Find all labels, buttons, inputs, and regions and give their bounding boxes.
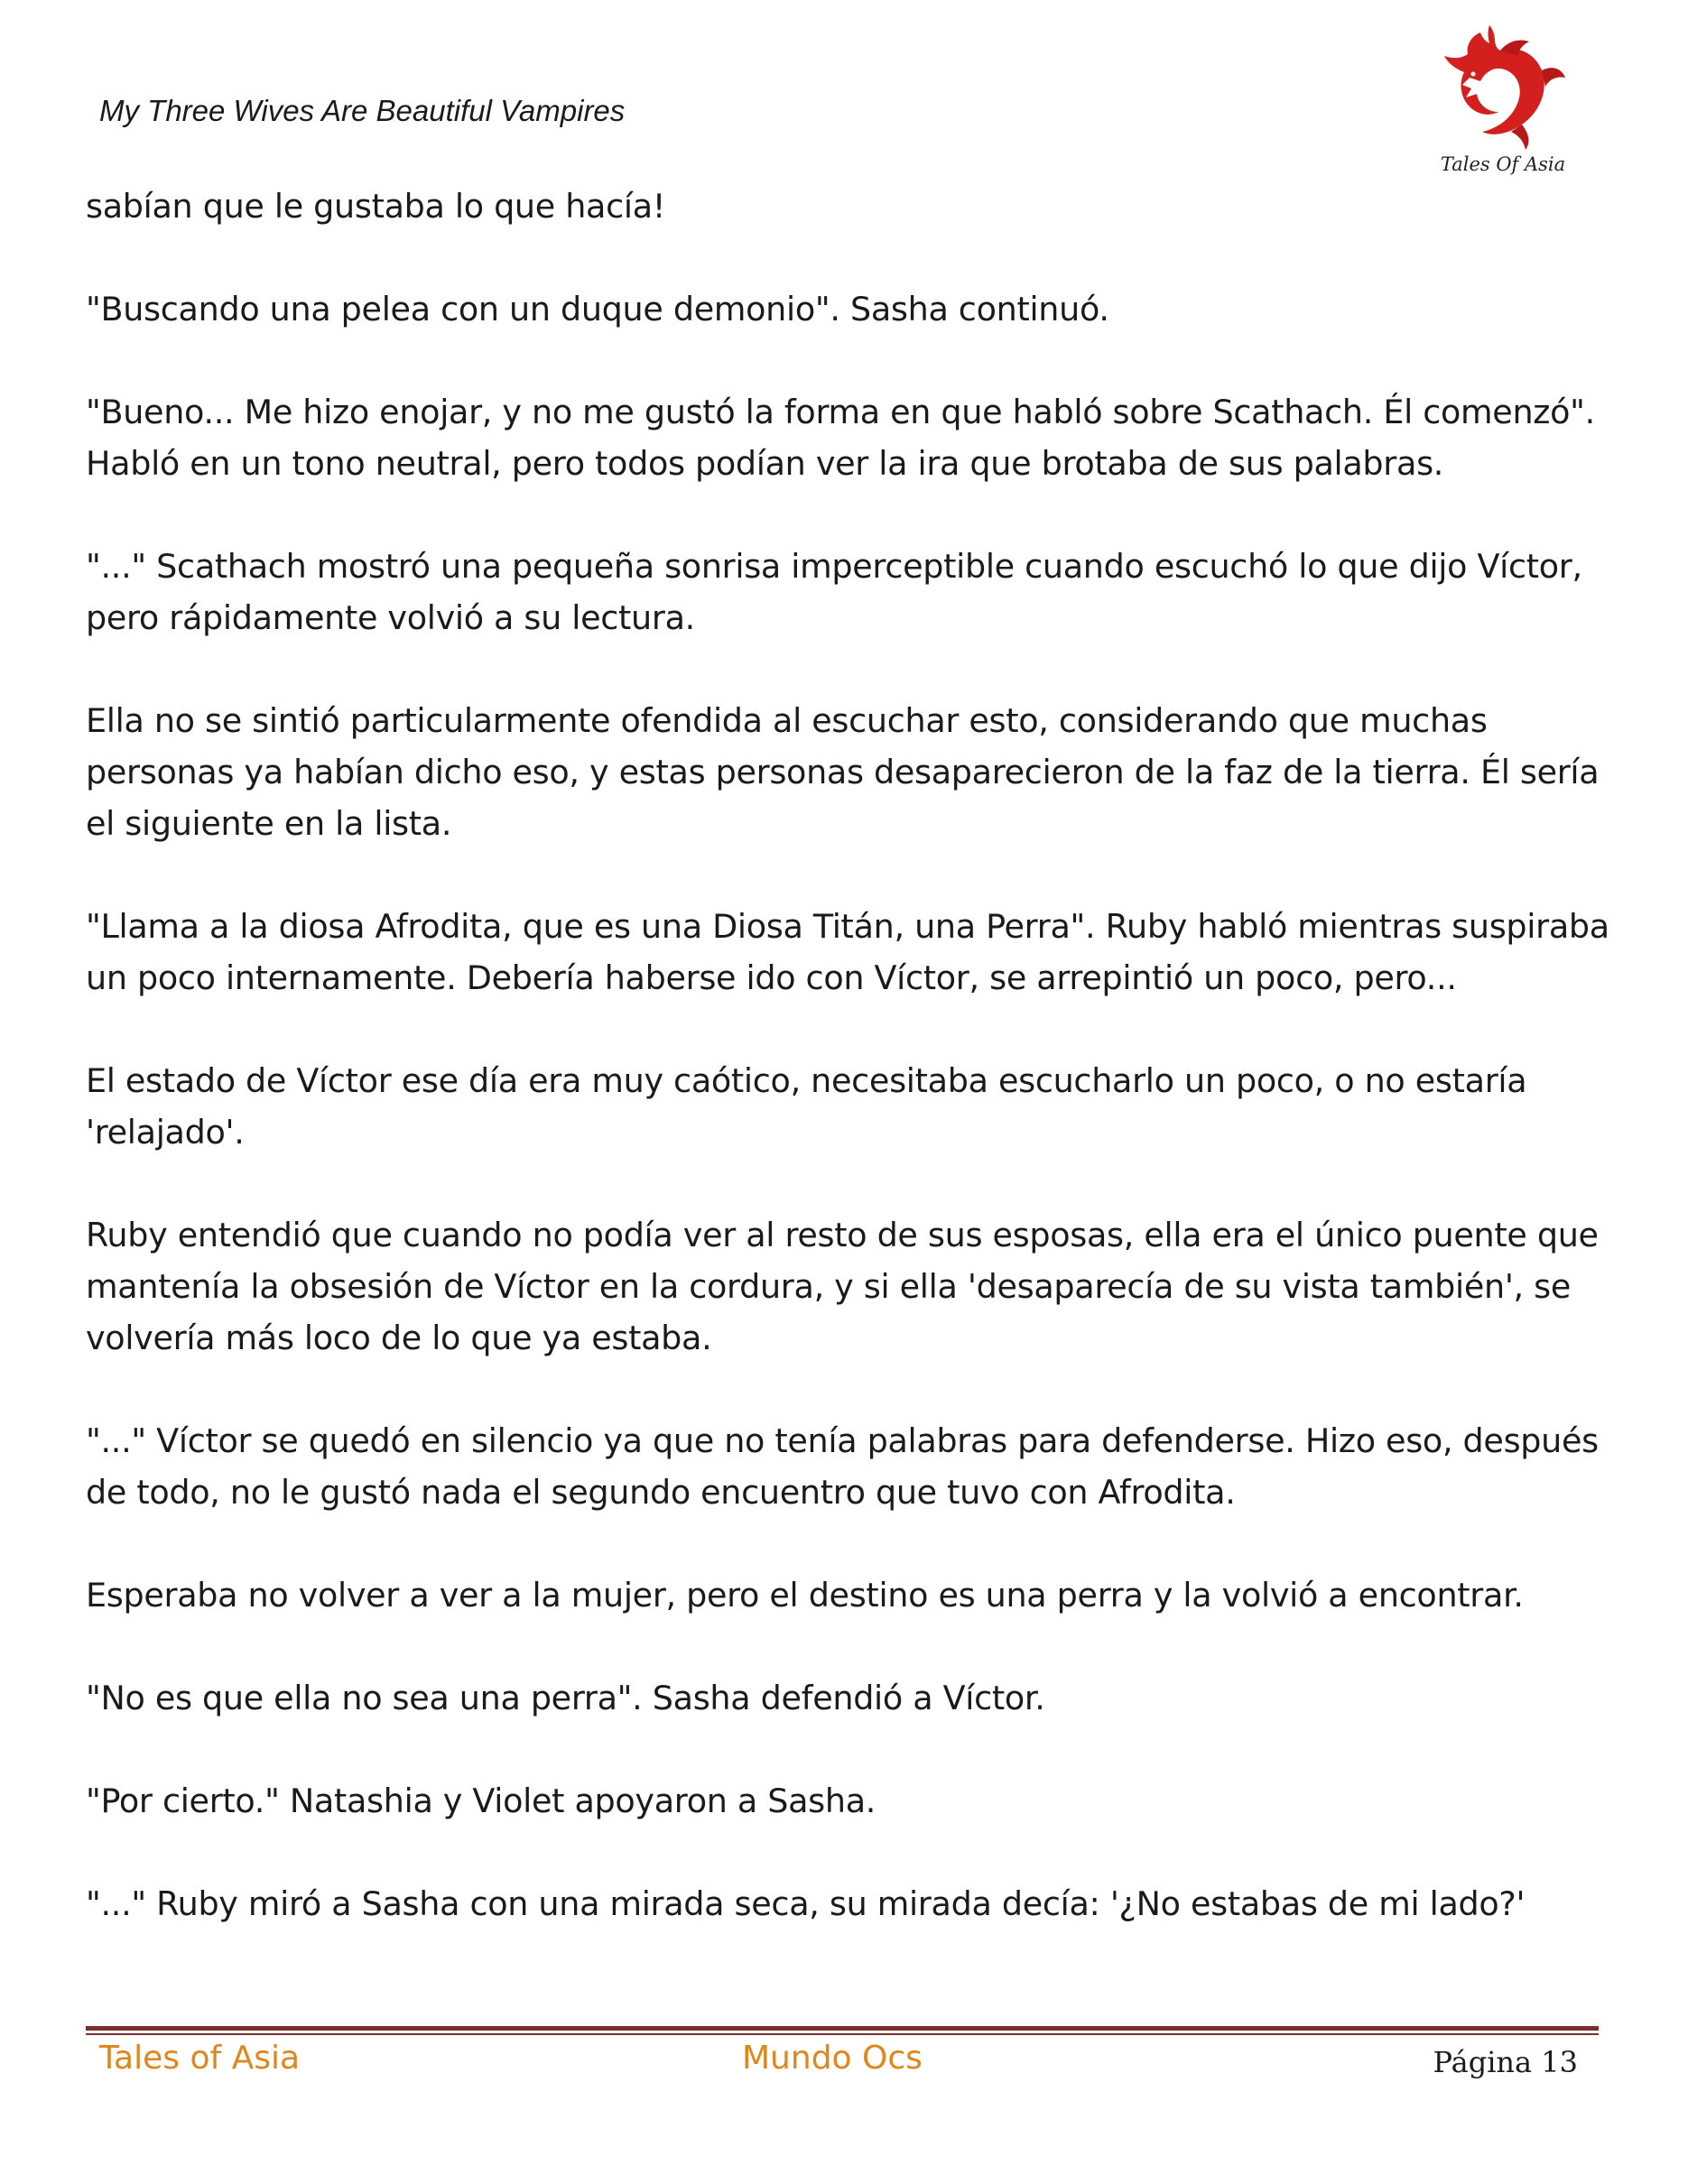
footer-section-name: Mundo Ocs — [742, 2040, 923, 2077]
paragraph: El estado de Víctor ese día era muy caótico, necesitaba escucharlo un poco, o no estaría 'relajado'. — [86, 1061, 1527, 1152]
paragraph: "Llama a la diosa Afrodita, que es una Diosa Titán, una Perra". Ruby habló mientras suspiraba un poco internamente. Debería haberse ido con Víctor, se arrepintió un poco, pero... — [86, 907, 1609, 997]
paragraph: "Buscando una pelea con un duque demonio". Sasha continuó. — [86, 290, 1109, 329]
paragraph: "..." Scathach mostró una pequeña sonrisa imperceptible cuando escuchó lo que dijo Víctor, pero rápidamente volvió a su lectura. — [86, 547, 1582, 637]
header-title: My Three Wives Are Beautiful Vampires — [99, 94, 626, 127]
paragraph: Esperaba no volver a ver a la mujer, pero el destino es una perra y la volvió a encontrar. — [86, 1576, 1524, 1615]
paragraph: sabían que le gustaba lo que hacía! — [86, 187, 666, 226]
footer-divider-thin — [86, 2033, 1599, 2035]
paragraph: "..." Ruby miró a Sasha con una mirada seca, su mirada decía: '¿No estabas de mi lado?' — [86, 1884, 1526, 1923]
paragraph: "No es que ella no sea una perra". Sasha defendió a Víctor. — [86, 1679, 1045, 1717]
paragraph: Ruby entendió que cuando no podía ver al resto de sus esposas, ella era el único puente que mantenía la obsesión de Víctor en la cordura, y si ella 'desaparecía de su vista también', se volvería más loco de lo que ya estaba. — [86, 1216, 1599, 1357]
paragraph: "Por cierto." Natashia y Violet apoyaron a Sasha. — [86, 1781, 876, 1820]
page-body — [86, 180, 1620, 1930]
footer-site-name: Tales of Asia — [99, 2040, 301, 2077]
paragraph: "..." Víctor se quedó en silencio ya que no tenía palabras para defenderse. Hizo eso, después de todo, no le gustó nada el segundo encuentro que tuvo con Afrodita. — [86, 1421, 1599, 1512]
paragraph: Ella no se sintió particularmente ofendida al escuchar esto, considerando que muchas personas ya habían dicho eso, y estas personas desaparecieron de la faz de la tierra. Él sería el siguiente en la lista. — [86, 701, 1600, 843]
logo-text: Tales Of Asia — [1440, 153, 1566, 175]
red-dragon-icon — [1435, 18, 1571, 153]
footer-divider — [86, 2026, 1599, 2031]
paragraph: "Bueno... Me hizo enojar, y no me gustó la forma en que habló sobre Scathach. Él comenzó". Habló en un tono neutral, pero todos podían ver la ira que brotaba de sus palabras. — [86, 393, 1595, 483]
logo — [1435, 18, 1571, 190]
page-number: Página 13 — [1433, 2045, 1578, 2079]
